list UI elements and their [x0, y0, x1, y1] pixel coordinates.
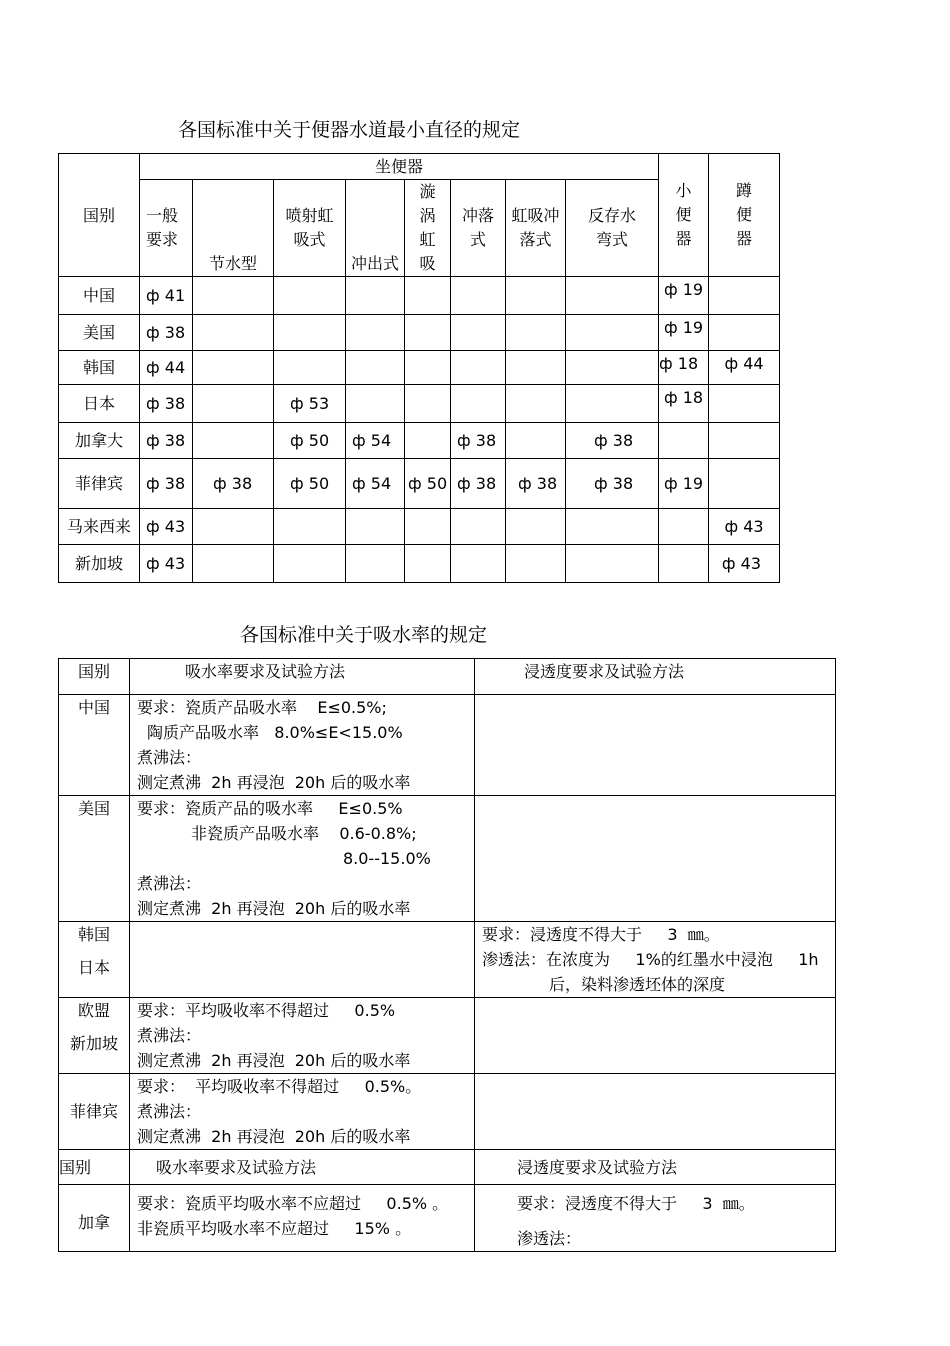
text-line: 煮沸法：	[137, 874, 202, 893]
value-cell	[709, 423, 780, 459]
value-cell	[659, 509, 709, 545]
value-cell	[451, 315, 506, 351]
value-cell	[506, 351, 566, 385]
table-row	[59, 315, 780, 351]
value-cell	[405, 545, 451, 583]
country-cell: 菲律宾	[59, 1074, 130, 1150]
value-cell: ф 19	[659, 277, 709, 315]
country-cell: 加拿大	[59, 423, 140, 459]
value-cell: ф 19	[659, 315, 709, 351]
value-cell: ф 38	[451, 423, 506, 459]
value-cell: ф 38	[140, 423, 193, 459]
value-cell: ф 50	[274, 423, 346, 459]
value-cell	[346, 351, 405, 385]
table-header-row	[59, 659, 836, 695]
table-row	[59, 1074, 836, 1150]
country-cell: 加拿	[59, 1185, 130, 1252]
value-cell	[274, 545, 346, 583]
text-line: 要求：瓷质产品吸水率 E≤0.5%;	[137, 698, 387, 717]
country-cell	[59, 922, 130, 998]
value-cell: ф 38	[506, 459, 566, 509]
value-cell: ф 38	[140, 385, 193, 423]
text-line: 测定煮沸 2h 再浸泡 20h 后的吸水率	[137, 899, 411, 918]
value-cell	[566, 385, 659, 423]
value-cell	[451, 277, 506, 315]
value-cell: ф 38	[193, 459, 274, 509]
penetration-cell	[475, 695, 836, 796]
absorption-cell	[130, 796, 475, 922]
value-cell	[405, 509, 451, 545]
country-cell: 美国	[59, 796, 130, 922]
value-cell	[709, 459, 780, 509]
penetration-cell	[475, 1074, 836, 1150]
table-row	[59, 796, 836, 922]
absorption-cell	[130, 922, 475, 998]
country-cell: 菲律宾	[59, 459, 140, 509]
header-water-saving: 节水型	[193, 180, 274, 277]
value-cell	[193, 545, 274, 583]
value-cell	[346, 315, 405, 351]
value-cell: ф 50	[274, 459, 346, 509]
table-row	[59, 545, 780, 583]
value-cell	[405, 277, 451, 315]
value-cell: ф 38	[566, 423, 659, 459]
value-cell: ф 54	[346, 423, 405, 459]
value-cell	[451, 509, 506, 545]
value-cell	[193, 423, 274, 459]
header-country: 国别	[59, 1150, 130, 1185]
country-cell: 马来西来	[59, 509, 140, 545]
header-washout: 冲出式	[346, 180, 405, 277]
header-penetration: 浸透度要求及试验方法	[475, 1150, 836, 1185]
value-cell: ф 43	[709, 509, 780, 545]
value-cell	[346, 545, 405, 583]
value-cell	[193, 385, 274, 423]
text-line: 要求：平均吸收率不得超过 0.5%	[137, 1001, 396, 1020]
value-cell	[566, 545, 659, 583]
value-cell	[274, 351, 346, 385]
text-line: 要求： 平均吸收率不得超过 0.5%。	[137, 1077, 422, 1096]
value-cell: ф 50	[405, 459, 451, 509]
value-cell	[709, 277, 780, 315]
value-cell: ф 18	[659, 385, 709, 423]
country-cell: 韩国	[59, 351, 140, 385]
text-line: 非瓷质产品吸水率 0.6-0.8%;	[191, 824, 417, 843]
text-line: 后，染料渗透坯体的深度	[549, 975, 726, 994]
value-cell: ф 38	[566, 459, 659, 509]
absorption-cell	[130, 1185, 475, 1252]
header-siphon-washdown: 虹吸冲落式	[506, 180, 566, 277]
header-absorption	[130, 659, 475, 695]
value-cell: ф 43	[709, 545, 780, 583]
country-name: 新加坡	[69, 1034, 118, 1053]
value-cell	[405, 315, 451, 351]
value-cell: ф 43	[140, 545, 193, 583]
header-country: 国别	[59, 659, 130, 695]
header-seat-toilet: 坐便器	[140, 154, 659, 180]
table-row	[59, 1185, 836, 1252]
pipe-diameter-table	[58, 153, 780, 583]
table-row	[59, 277, 780, 315]
text-line: 非瓷质平均吸水率不应超过 15% 。	[137, 1219, 412, 1238]
value-cell	[405, 385, 451, 423]
text-line: 煮沸法：	[137, 1102, 202, 1121]
value-cell	[709, 315, 780, 351]
header-washdown: 冲落式	[451, 180, 506, 277]
value-cell: ф 44	[709, 351, 780, 385]
header-urinal: 小便器	[659, 154, 709, 277]
value-cell	[346, 509, 405, 545]
table2-title: 各国标准中关于吸水率的规定	[240, 624, 488, 646]
text-line: 要求：浸透度不得大于 3 ㎜。	[482, 925, 720, 944]
value-cell	[506, 509, 566, 545]
value-cell	[405, 351, 451, 385]
header-jet-siphon: 喷射虹吸式	[274, 180, 346, 277]
text-line: 渗透法：	[517, 1229, 582, 1248]
table-header-row	[59, 1150, 836, 1185]
header-country: 国别	[59, 154, 140, 277]
header-reverse-trap: 反存水弯式	[566, 180, 659, 277]
table1-title: 各国标准中关于便器水道最小直径的规定	[178, 119, 521, 141]
value-cell: ф 53	[274, 385, 346, 423]
value-cell	[709, 385, 780, 423]
value-cell: ф 44	[140, 351, 193, 385]
header-penetration	[475, 659, 836, 695]
value-cell: ф 54	[346, 459, 405, 509]
header-squat: 蹲便器	[709, 154, 780, 277]
value-cell	[566, 277, 659, 315]
country-cell: 新加坡	[59, 545, 140, 583]
value-cell: ф 19	[659, 459, 709, 509]
header-general: 一般要求	[140, 180, 193, 277]
value-cell: ф 18	[659, 351, 709, 385]
penetration-cell	[475, 796, 836, 922]
text-line: 8.0--15.0%	[343, 849, 431, 868]
value-cell	[451, 545, 506, 583]
value-cell	[566, 315, 659, 351]
value-cell: ф 38	[451, 459, 506, 509]
country-name: 欧盟	[77, 1001, 110, 1020]
header-vortex-siphon: 漩涡虹吸	[405, 180, 451, 277]
value-cell	[274, 509, 346, 545]
value-cell	[506, 545, 566, 583]
value-cell	[193, 277, 274, 315]
country-name: 韩国	[77, 925, 110, 944]
table-row	[59, 922, 836, 998]
penetration-cell	[475, 922, 836, 998]
value-cell	[506, 277, 566, 315]
value-cell	[506, 385, 566, 423]
text-line: 要求：瓷质产品的吸水率 E≤0.5%	[137, 799, 403, 818]
text-line: 煮沸法：	[137, 748, 202, 767]
country-cell: 美国	[59, 315, 140, 351]
value-cell	[346, 385, 405, 423]
value-cell	[451, 385, 506, 423]
value-cell	[193, 315, 274, 351]
text-line: 渗透法：在浓度为 1%的红墨水中浸泡 1h	[482, 950, 819, 969]
table-row	[59, 998, 836, 1074]
value-cell	[659, 545, 709, 583]
value-cell	[566, 351, 659, 385]
text-line: 测定煮沸 2h 再浸泡 20h 后的吸水率	[137, 1127, 411, 1146]
country-name: 日本	[77, 958, 110, 977]
text-line: 煮沸法：	[137, 1026, 202, 1045]
water-absorption-table	[58, 658, 836, 1252]
country-cell: 日本	[59, 385, 140, 423]
text-line: 测定煮沸 2h 再浸泡 20h 后的吸水率	[137, 1051, 411, 1070]
country-cell: 中国	[59, 695, 130, 796]
country-cell: 中国	[59, 277, 140, 315]
value-cell	[566, 509, 659, 545]
value-cell	[506, 423, 566, 459]
value-cell	[274, 277, 346, 315]
table-row	[59, 695, 836, 796]
value-cell: ф 38	[140, 459, 193, 509]
text-line: 测定煮沸 2h 再浸泡 20h 后的吸水率	[137, 773, 411, 792]
value-cell	[193, 509, 274, 545]
absorption-cell	[130, 695, 475, 796]
value-cell	[193, 351, 274, 385]
penetration-cell	[475, 1185, 836, 1252]
value-cell: ф 38	[140, 315, 193, 351]
value-cell	[274, 315, 346, 351]
table-row	[59, 423, 780, 459]
value-cell	[405, 423, 451, 459]
table-row	[59, 459, 780, 509]
absorption-cell	[130, 998, 475, 1074]
country-cell	[59, 998, 130, 1074]
text-line: 要求：浸透度不得大于 3 ㎜。	[517, 1194, 755, 1213]
header-absorption-label: 吸水率要求及试验方法	[185, 662, 346, 681]
value-cell	[451, 351, 506, 385]
value-cell	[346, 277, 405, 315]
text-line: 要求：瓷质平均吸水率不应超过 0.5% 。	[137, 1194, 449, 1213]
value-cell	[506, 315, 566, 351]
penetration-cell	[475, 998, 836, 1074]
text-line: 陶质产品吸水率 8.0%≤E<15.0%	[147, 723, 403, 742]
table-row	[59, 509, 780, 545]
header-absorption: 吸水率要求及试验方法	[130, 1150, 475, 1185]
table-row	[59, 351, 780, 385]
value-cell: ф 43	[140, 509, 193, 545]
table-row	[59, 385, 780, 423]
value-cell	[659, 423, 709, 459]
header-penetration-label: 浸透度要求及试验方法	[524, 662, 685, 681]
absorption-cell	[130, 1074, 475, 1150]
value-cell: ф 41	[140, 277, 193, 315]
